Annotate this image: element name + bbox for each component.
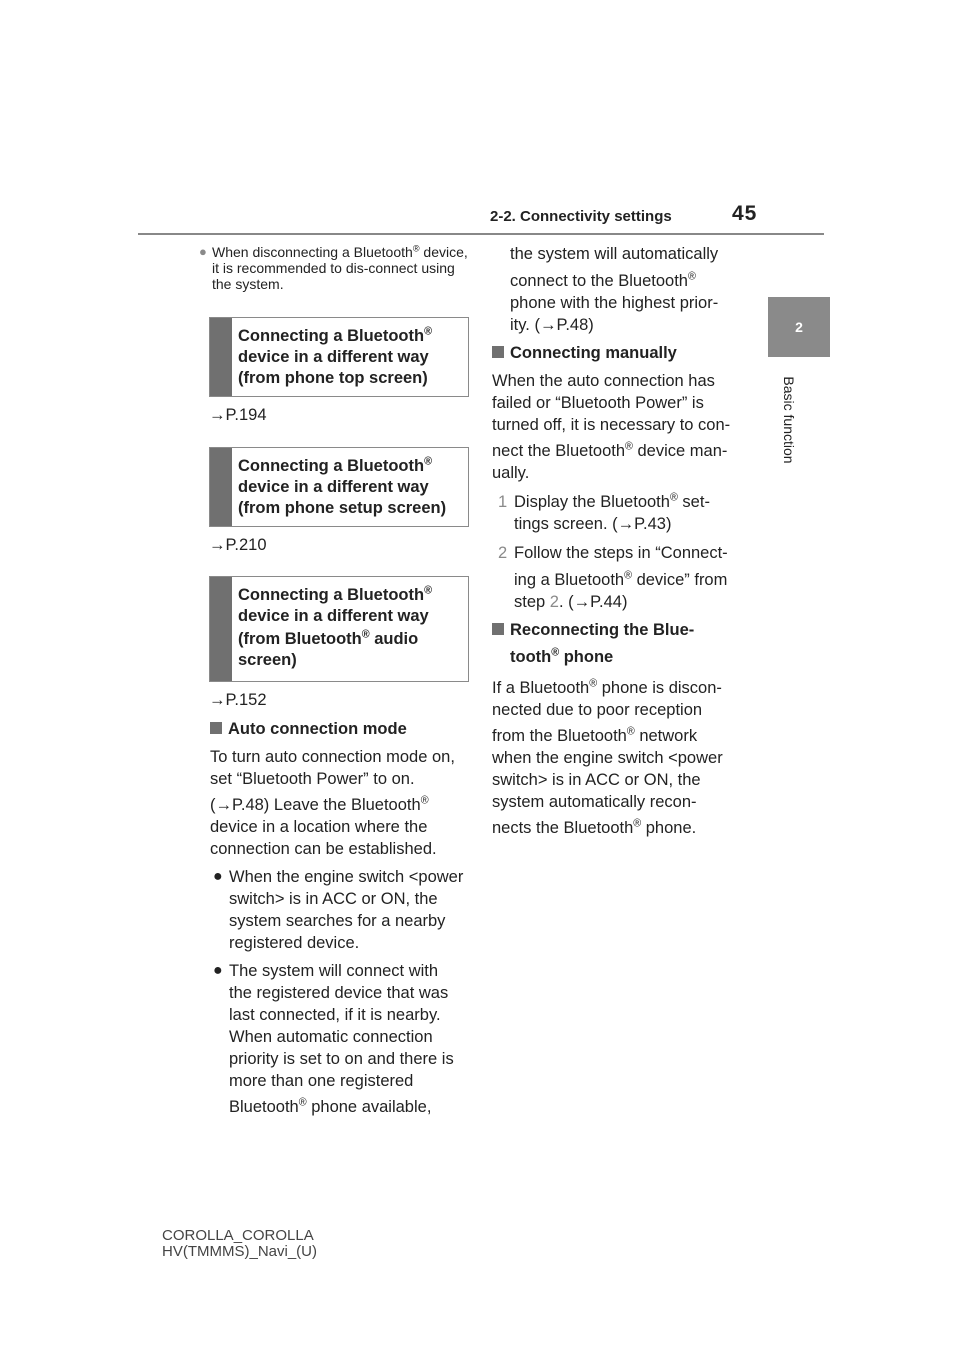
step-1: 1 Display the Bluetooth® set- tings screen. (→P.43) [498,491,710,533]
page-ref-1[interactable]: →P.194 [209,406,267,424]
section-title: 2-2. Connectivity settings [490,208,672,225]
bullet-item-1: ● When the engine switch <power switch> is in ACC or ON, the system searches for a nearby registered device. [213,868,464,952]
bullet-dot-icon: ● [213,962,223,979]
step-number: 2 [498,544,508,562]
box-accent-bar [210,318,232,396]
square-bullet-icon [492,623,504,635]
footer-model: COROLLA_COROLLA HV(TMMMS)_Navi_(U) [162,1227,317,1260]
note: ● When disconnecting a Bluetooth® device, it is recommended to dis-connect using the system. [199,243,468,292]
square-bullet-icon [492,346,504,358]
square-bullet-icon [210,722,222,734]
info-box-audio: Connecting a Bluetooth® device in a different way (from Bluetooth® audio screen) [209,576,469,682]
manual-paragraph: When the auto connection has failed or “Bluetooth Power” is turned off, it is necessary to con- nect the Bluetooth® device man- ually. [492,372,731,482]
note-bullet-icon: ● [199,244,207,259]
page-ref-3[interactable]: →P.152 [209,691,267,709]
heading-connecting-manually: Connecting manually [492,342,677,364]
header-divider [138,233,824,235]
heading-reconnecting: Reconnecting the Blue- tooth® phone [492,619,752,668]
info-box-phone-top: Connecting a Bluetooth® device in a different way (from phone top screen) [209,317,469,397]
reconnect-paragraph: If a Bluetooth® phone is discon- nected due to poor reception from the Bluetooth® network when the engine switch <power switch> is in ACC or ON, the system automatically recon- nects the Bluetooth® phone. [492,677,723,837]
page-number: 45 [732,202,758,225]
step-number: 1 [498,493,508,511]
step-2: 2 Follow the steps in “Connect- ing a Bluetooth® device” from step 2. (→P.44) [498,544,728,611]
continued-text: the system will automatically connect to the Bluetooth® phone with the highest prior- ity. (→P.48) [510,245,719,334]
bullet-dot-icon: ● [213,868,223,885]
page-ref-2[interactable]: →P.210 [209,536,267,554]
chapter-tab [768,297,830,357]
info-box-phone-setup: Connecting a Bluetooth® device in a different way (from phone setup screen) [209,447,469,527]
heading-auto-connection: Auto connection mode [210,718,407,740]
chapter-number: 2 [795,319,803,335]
bullet-item-2: ● The system will connect with the registered device that was last connected, if it is nearby. When automatic connection priority is set to on and there is more than one registered Bluetooth® phone available, [213,962,454,1116]
auto-paragraph: To turn auto connection mode on, set “Bluetooth Power” to on. (→P.48) Leave the Bluetooth® device in a location where the connection can be established. [210,748,455,858]
chapter-label: Basic function [781,376,797,464]
